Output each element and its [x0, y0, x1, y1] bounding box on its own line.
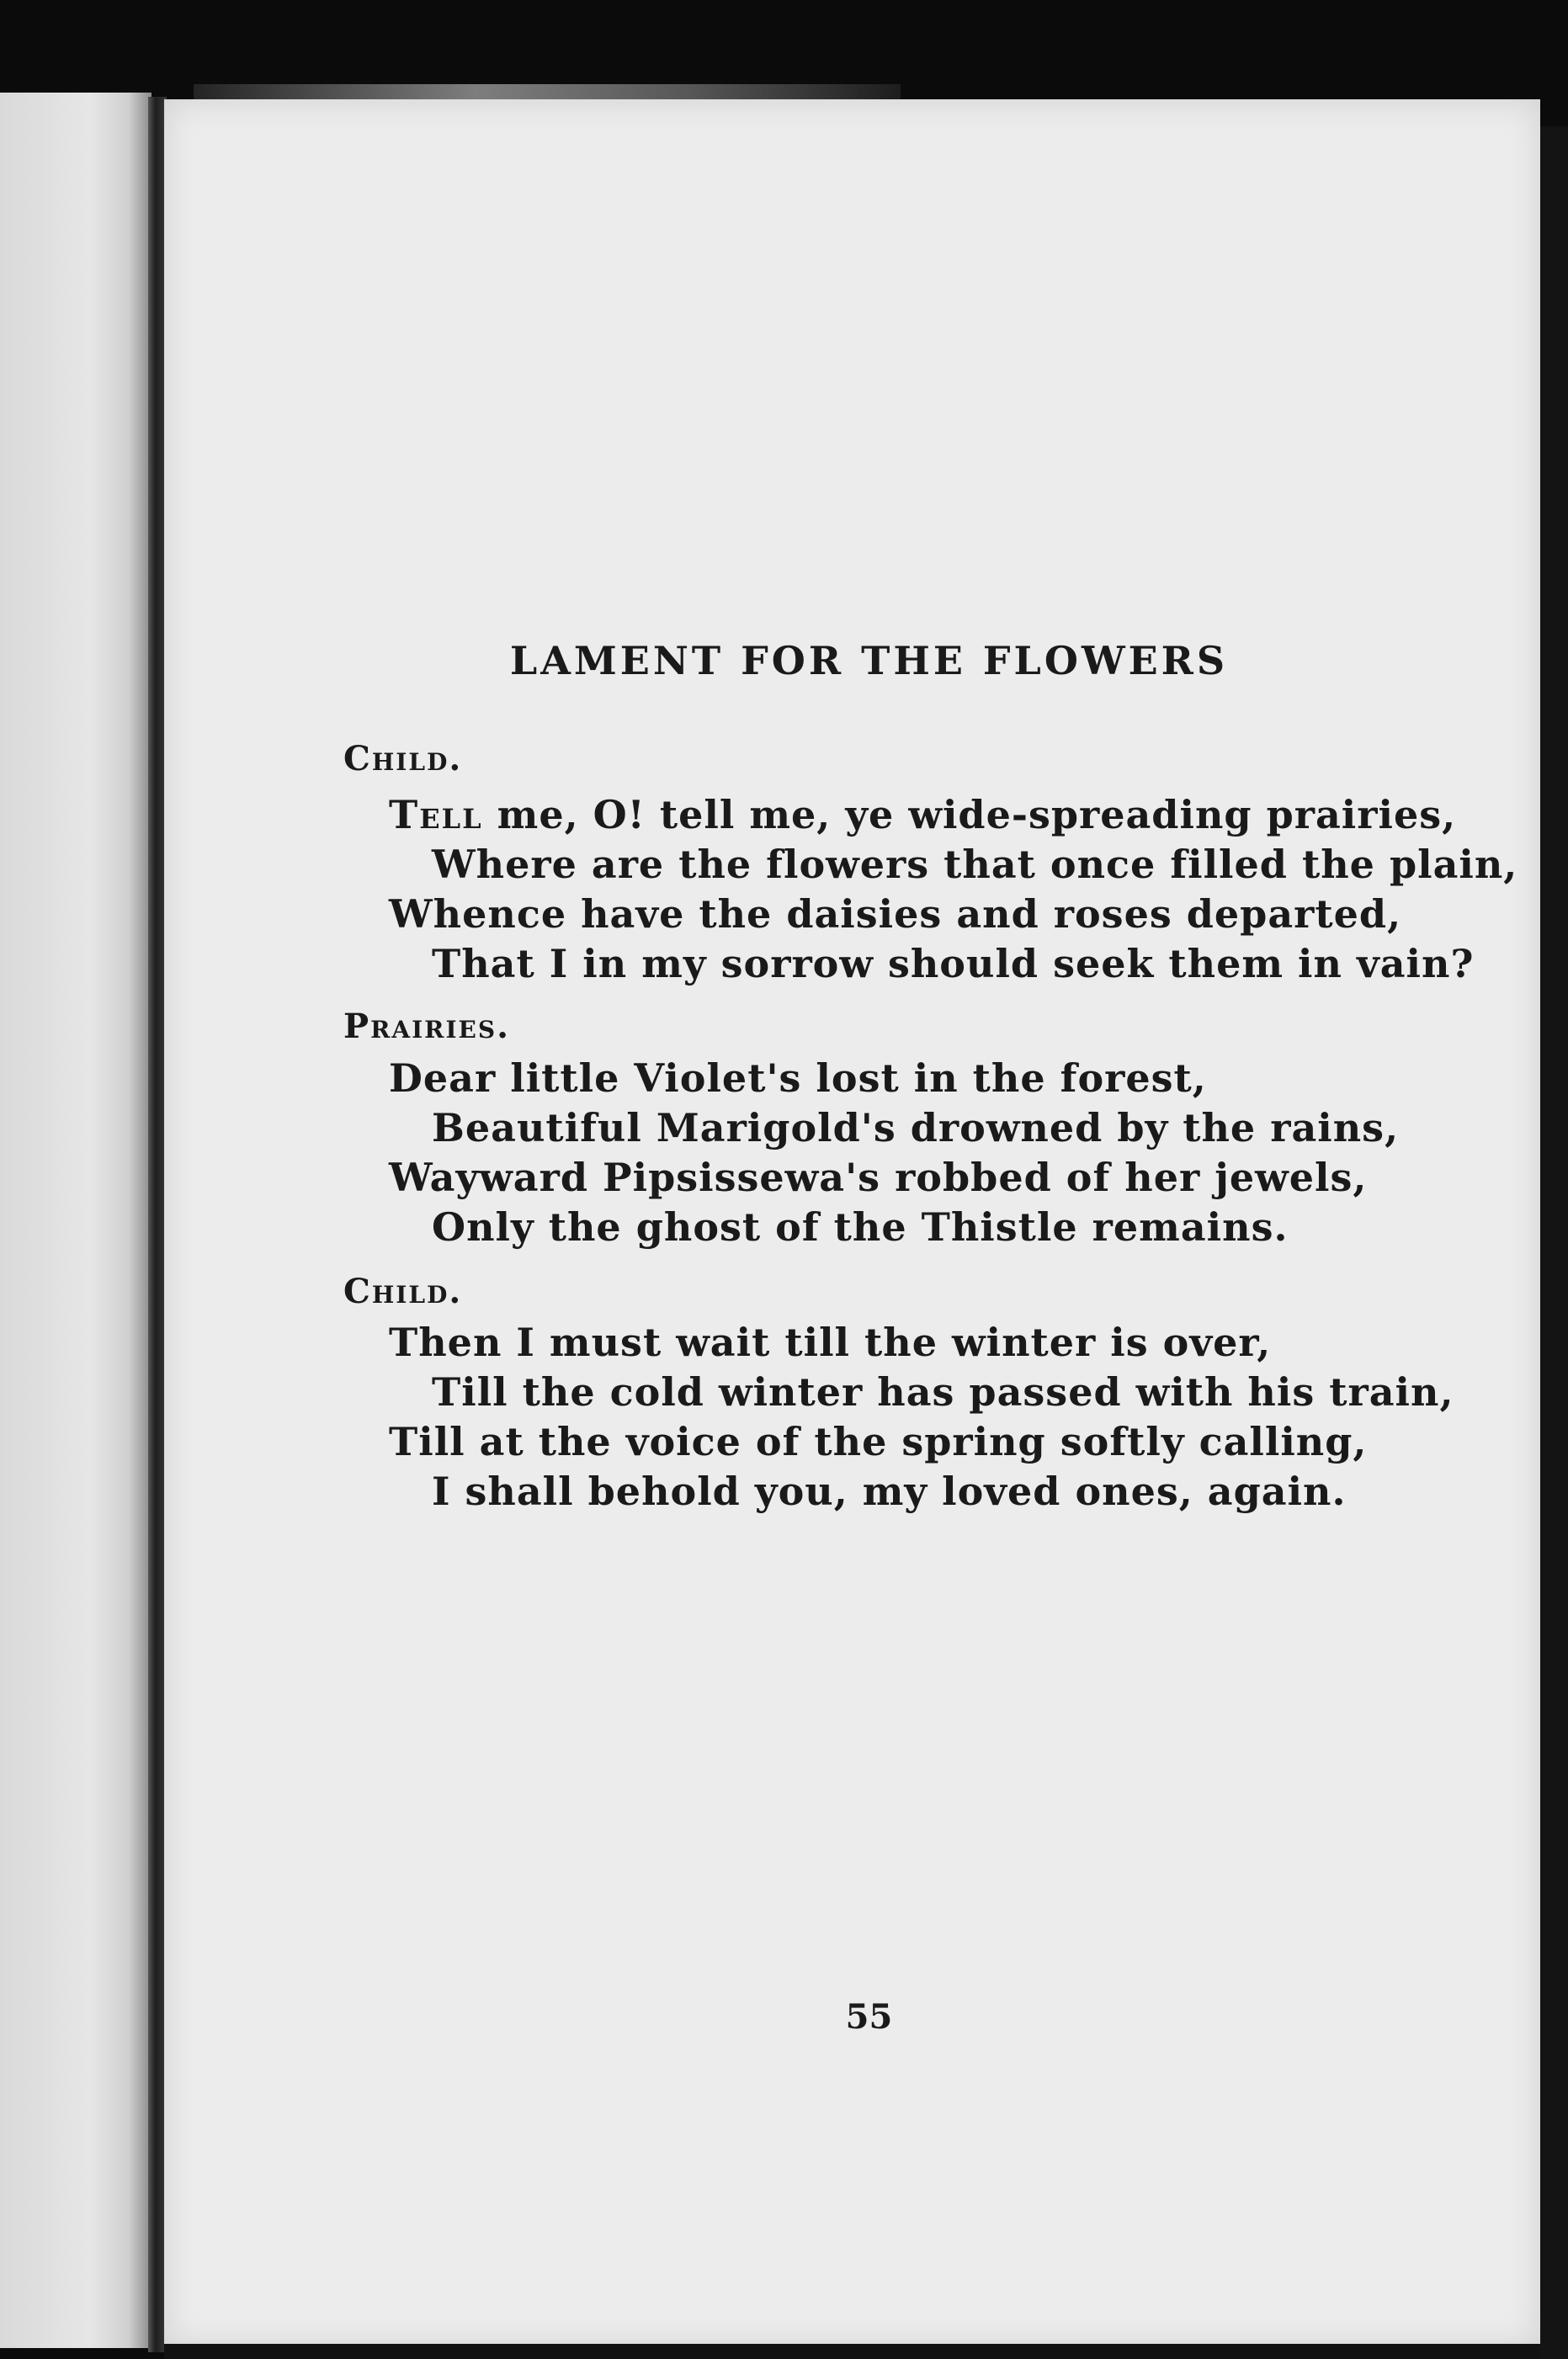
verse-line: Dear little Violet's lost in the forest,	[389, 1055, 1207, 1101]
verse-line-text: me, O! tell me, ye wide-spreading prairies,	[482, 792, 1457, 837]
book-page	[164, 99, 1540, 2348]
verse-line: Where are the flowers that once filled the plain,	[432, 842, 1518, 887]
verse-line: Till at the voice of the spring softly calling,	[389, 1419, 1368, 1464]
poem-title: LAMENT FOR THE FLOWERS	[509, 638, 1229, 683]
page-number: 55	[845, 1997, 893, 2037]
verse-line: Beautiful Marigold's drowned by the rains,	[432, 1105, 1400, 1150]
page-bottom-border	[164, 2344, 1540, 2359]
verse-line: Till the cold winter has passed with his train,	[432, 1369, 1454, 1415]
verse-first-word: Tell	[389, 792, 483, 837]
verse-line: Wayward Pipsissewa's robbed of her jewels,	[389, 1155, 1368, 1200]
verse-line: Whence have the daisies and roses departed,	[389, 891, 1402, 937]
verse-line: That I in my sorrow should seek them in vain?	[432, 941, 1475, 986]
speaker-label: Prairies.	[343, 1007, 511, 1046]
verse-line	[389, 792, 1456, 837]
verse-line: I shall behold you, my loved ones, again.	[432, 1469, 1347, 1514]
speaker-label: Child.	[343, 739, 463, 778]
page-content	[164, 99, 1540, 2348]
verse-line: Only the ghost of the Thistle remains.	[432, 1204, 1289, 1250]
page-right-border	[1540, 126, 1568, 2359]
verse-line: Then I must wait till the winter is over,	[389, 1320, 1272, 1365]
page-top-edge	[194, 84, 901, 99]
facing-page-edge	[0, 93, 151, 2348]
speaker-label: Child.	[343, 1272, 463, 1311]
